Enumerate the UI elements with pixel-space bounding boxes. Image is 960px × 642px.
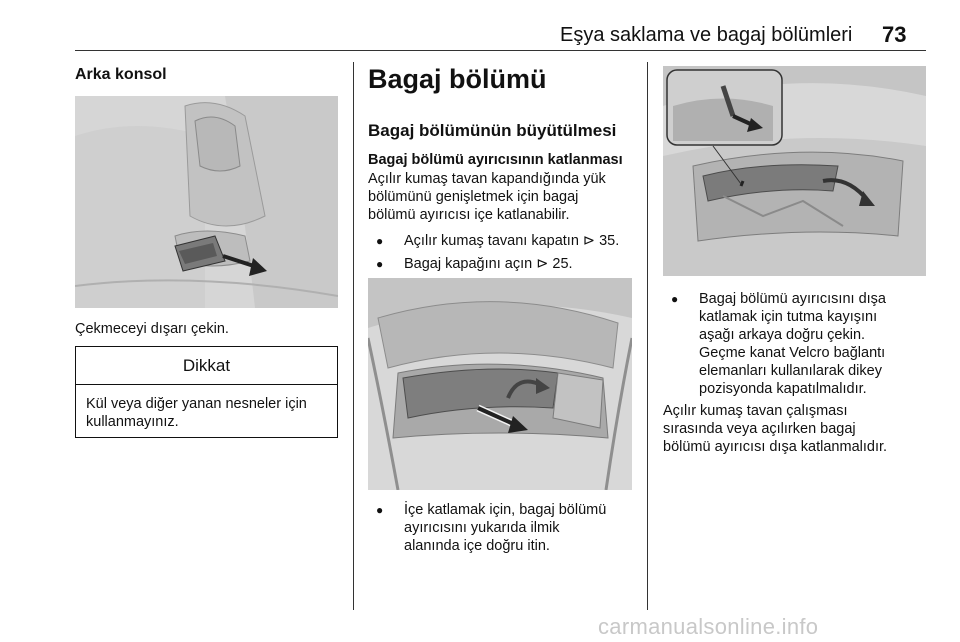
bullet-line: ayırıcısını yukarıda ilmik <box>404 520 560 536</box>
bullet-text: Açılır kumaş tavanı kapatın ⊳ 35. <box>404 233 620 249</box>
trunk-fold-out-illustration <box>663 66 926 276</box>
column-divider-right <box>647 62 648 610</box>
bullet-line: elemanları kullanılarak dikey <box>699 363 882 379</box>
caution-text <box>86 395 336 431</box>
trunk-fold-in-illustration <box>368 278 632 490</box>
bullet-text: Bagaj kapağını açın ⊳ 25. <box>404 256 573 272</box>
paragraph-line: bölümünü genişletmek için bagaj <box>368 189 579 205</box>
caution-line: kullanmayınız. <box>86 414 179 430</box>
bullet-fold-out-instruction <box>671 290 931 400</box>
paragraph-line: sırasında veya açılırken bagaj <box>663 421 856 437</box>
paragraph-line: bölümü ayırıcısı dışa katlanmalıdır. <box>663 439 888 455</box>
watermark: carmanualsonline.info <box>598 614 819 639</box>
paragraph-line: Açılır kumaş tavan çalışması <box>663 403 848 419</box>
bullet-line: Geçme kanat Velcro bağlantı <box>699 345 886 361</box>
caution-line: Kül veya diğer yanan nesneler için <box>86 396 307 412</box>
bullet-line: aşağı arkaya doğru çekin. <box>699 327 866 343</box>
caution-title: Dikkat <box>76 347 337 385</box>
image-caption-pull-drawer: Çekmeceyi dışarı çekin. <box>75 321 229 337</box>
section-title-rear-console: Arka konsol <box>75 66 167 83</box>
bullet-line: pozisyonda kapatılmalıdır. <box>699 381 867 397</box>
bullet-text <box>699 290 886 398</box>
bullet-line: alanında içe doğru itin. <box>404 538 550 554</box>
bullet-icon: ● <box>671 292 679 306</box>
heading-trunk: Bagaj bölümü <box>368 64 547 94</box>
bullet-open-trunk-lid <box>376 255 636 273</box>
header-divider <box>75 50 926 51</box>
paragraph-line: bölümü ayırıcısı içe katlanabilir. <box>368 207 570 223</box>
bullet-line: İçe katlamak için, bagaj bölümü <box>404 502 607 518</box>
page-number: 73 <box>882 22 907 47</box>
bullet-icon: ● <box>376 503 384 517</box>
intro-paragraph <box>368 170 606 224</box>
bullet-text <box>404 501 606 555</box>
bullet-line: katlamak için tutma kayışını <box>699 309 878 325</box>
subsection-title-divider-folding: Bagaj bölümü ayırıcısının katlanması <box>368 152 623 168</box>
roof-operation-paragraph <box>663 402 887 456</box>
bullet-fold-in-instruction <box>376 501 636 557</box>
subheading-trunk-enlargement: Bagaj bölümünün büyütülmesi <box>368 121 617 140</box>
paragraph-line: Açılır kumaş tavan kapandığında yük <box>368 171 606 187</box>
caution-box <box>75 346 338 438</box>
bullet-line: Bagaj bölümü ayırıcısını dışa <box>699 291 886 307</box>
bullet-close-roof <box>376 232 636 250</box>
page-header-title: Eşya saklama ve bagaj bölümleri <box>560 24 853 46</box>
bullet-icon: ● <box>376 234 384 248</box>
bullet-icon: ● <box>376 257 384 271</box>
column-divider-left <box>353 62 354 610</box>
rear-console-illustration <box>75 96 338 308</box>
